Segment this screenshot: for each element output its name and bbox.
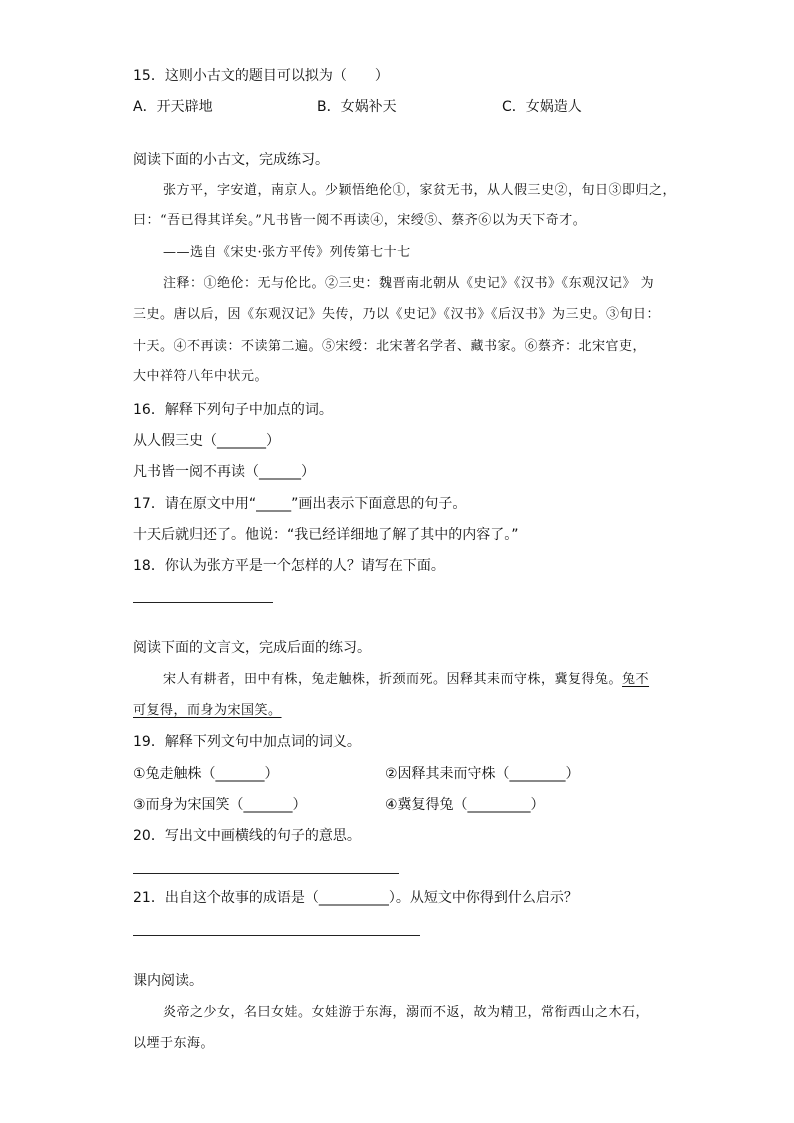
passage1-note-3: 十天。④不再读：不读第二遍。⑤宋绶：北宋著名学者、藏书家。⑥蔡齐：北宋官吏， [133, 339, 647, 354]
q17-question: 17．请在原文中用“_____”画出表示下面意思的句子。 [133, 496, 467, 512]
passage3-line-2: 以堙于东海。 [133, 1036, 215, 1051]
passage1-note-2: 三史。唐以后，因《东观汉记》失传，乃以《史记》《汉书》《后汉书》为三史。③旬日： [133, 307, 661, 322]
passage3-intro: 课内阅读。 [133, 973, 203, 989]
q16-item-1: 从人假三史（_______） [133, 433, 280, 449]
q15-option-b: B．女娲补天 [317, 99, 397, 115]
passage1-line-1: 张方平，字安道，南京人。少颖悟绝伦①，家贫无书，从人假三史②，旬日③即归之， [163, 183, 677, 198]
passage1-note-4: 大中祥符八年中状元。 [133, 369, 269, 384]
q17-text: 十天后就归还了。他说：“我已经详细地了解了其中的内容了。” [133, 527, 519, 543]
q19-item-1: ①兔走触株（_______） [133, 766, 279, 782]
q19-question: 19．解释下列文句中加点词的词义。 [133, 734, 361, 750]
q16-question: 16．解释下列句子中加点的词。 [133, 402, 333, 418]
q21-answer-line [133, 935, 420, 936]
q18-answer-line [133, 602, 273, 603]
q18-question: 18．你认为张方平是一个怎样的人？请写在下面。 [133, 558, 445, 574]
passage2-line-1 [163, 670, 649, 690]
passage1-note-1: 注释：①绝伦：无与伦比。②三史：魏晋南北朝从《史记》《汉书》《东观汉记》 为 [163, 276, 655, 291]
passage1-source: ——选自《宋史·张方平传》列传第七十七 [163, 245, 411, 260]
passage3-line-1: 炎帝之少女，名曰女娃。女娃游于东海，溺而不返，故为精卫，常衔西山之木石， [163, 1005, 650, 1020]
q15-option-c: C．女娲造人 [502, 99, 582, 115]
q20-answer-line [133, 873, 399, 874]
q16-item-2: 凡书皆一阅不再读（______） [133, 464, 315, 480]
q21-question: 21．出自这个故事的成语是（__________）。从短文中你得到什么启示？ [133, 890, 578, 906]
passage2-line-1-text: 宋人有耕者，田中有株，兔走触株，折颈而死。因释其耒而守株，冀复得兔。 [163, 672, 623, 687]
passage1-line-2: 曰：“吾已得其详矣。”凡书皆一阅不再读④，宋绶⑤、蔡齐⑥以为天下奇才。 [133, 213, 587, 228]
q19-item-3: ③而身为宋国笑（_______） [133, 797, 307, 813]
passage2-underlined-end: 可复得，而身为宋国笑。 [133, 703, 282, 718]
q20-question: 20．写出文中画横线的句子的意思。 [133, 828, 361, 844]
passage2-underlined-start: 兔不 [622, 672, 650, 687]
passage2-intro: 阅读下面的文言文，完成后面的练习。 [133, 640, 371, 656]
passage2-line-2 [133, 701, 282, 721]
q19-item-2: ②因释其耒而守株（________） [385, 766, 580, 782]
q15-option-a: A．开天辟地 [133, 99, 213, 115]
passage1-intro: 阅读下面的小古文，完成练习。 [133, 152, 329, 168]
q19-item-4: ④冀复得兔（_________） [385, 797, 545, 813]
q15-question: 15．这则小古文的题目可以拟为（ ） [133, 68, 389, 84]
